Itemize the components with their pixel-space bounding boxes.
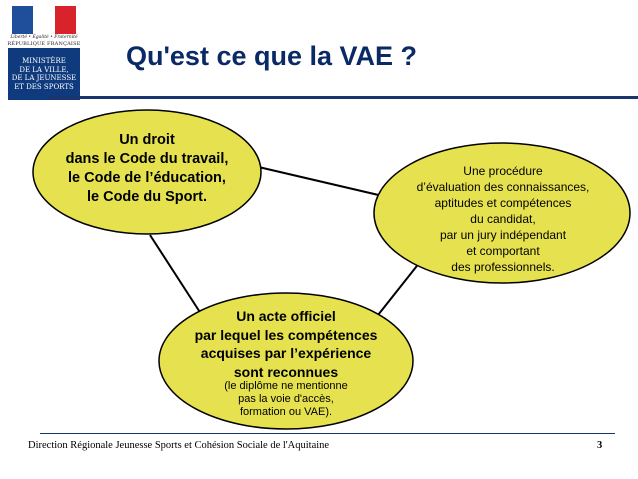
footer-text: Direction Régionale Jeunesse Sports et Cohésion Sociale de l'Aquitaine <box>28 440 330 451</box>
footer-rule <box>40 433 615 434</box>
oval-procedure-text <box>388 163 618 275</box>
oval-text-line: Un droit <box>119 132 175 148</box>
ministry-line: MINISTÈRE <box>22 57 66 65</box>
oval-text-line: aptitudes et compétences <box>434 196 572 210</box>
oval-text-line: Une procédure <box>463 164 543 178</box>
oval-note-line: pas la voie d'accès, <box>238 393 334 405</box>
ministry-line: ET DES SPORTS <box>14 82 74 91</box>
ministry-line: DE LA VILLE, <box>19 65 69 74</box>
oval-text-line: acquises par l’expérience <box>200 345 372 361</box>
oval-note-line: formation ou VAE). <box>239 406 333 418</box>
oval-official-act-note <box>164 380 408 419</box>
logo-republic: RÉPUBLIQUE FRANÇAISE <box>7 41 81 47</box>
oval-text-line: des professionnels. <box>451 260 555 274</box>
oval-text-line: et comportant <box>466 244 540 258</box>
slide-title: Qu'est ce que la VAE ? <box>126 41 418 71</box>
oval-text-line: le Code de l’éducation, <box>68 170 226 186</box>
oval-text-line: d’évaluation des connaissances, <box>416 180 590 194</box>
oval-text-line: par lequel les compétences <box>194 326 378 343</box>
oval-text-line: le Code du Sport. <box>86 189 208 205</box>
oval-right-text <box>40 131 254 207</box>
page-number: 3 <box>597 440 603 451</box>
oval-text-line: sont reconnues <box>233 363 339 380</box>
ministry-line: DE LA JEUNESSE <box>11 74 77 82</box>
oval-official-act-text <box>164 307 408 381</box>
oval-text-line: du candidat, <box>470 212 536 226</box>
oval-text-line: Un acte officiel <box>236 308 336 324</box>
logo-motto: Liberté • Égalité • Fraternité <box>10 35 78 40</box>
connector-line <box>250 165 400 200</box>
oval-text-line: par un jury indépendant <box>439 228 567 242</box>
oval-note-line: (le diplôme ne mentionne <box>224 380 348 392</box>
oval-text-line: dans le Code du travail, <box>65 151 229 167</box>
